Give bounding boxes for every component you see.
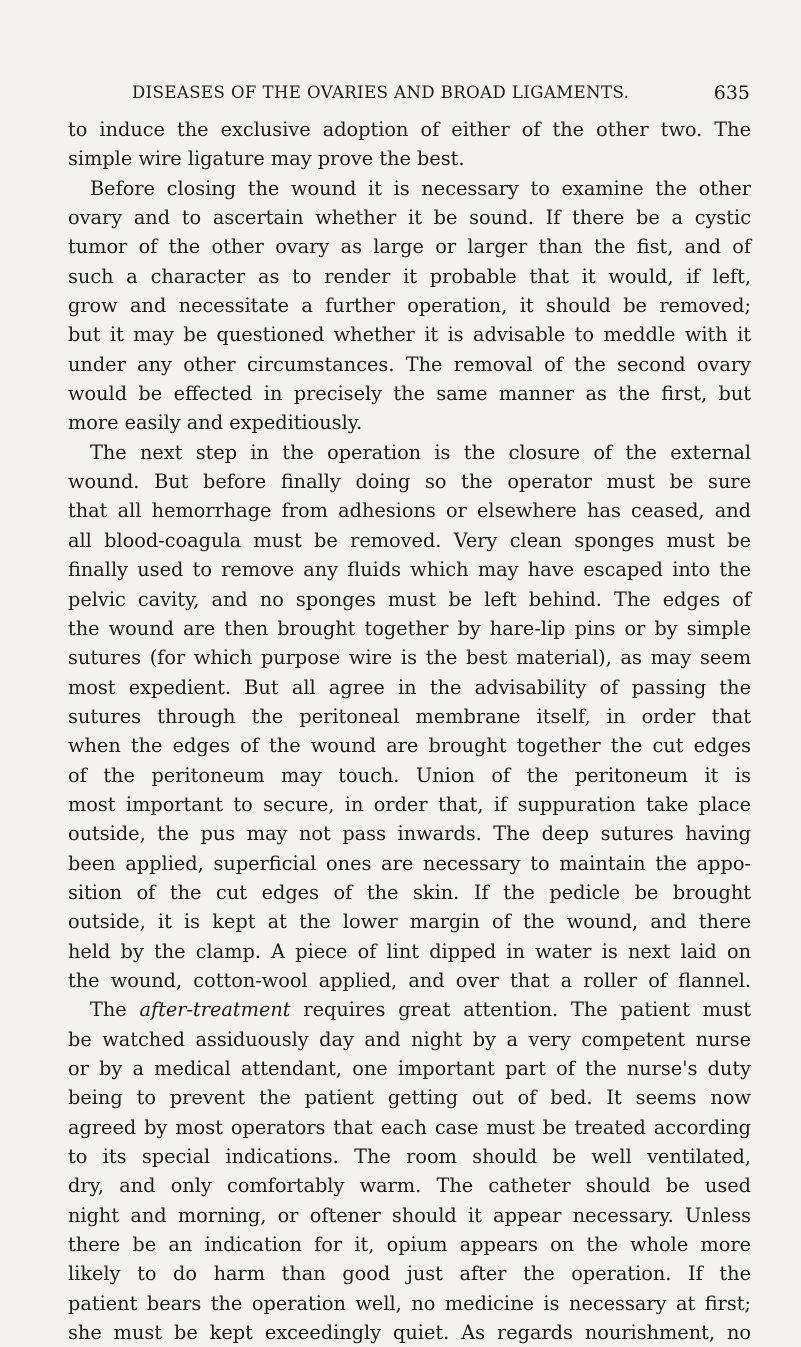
text-line: but it may be questioned whether it is advisable to meddle with it xyxy=(68,323,751,347)
text-line: patient bears the operation well, no medicine is necessary at first; xyxy=(68,1291,751,1315)
text-line: when the edges of the wound are brought together the cut edges xyxy=(68,734,751,758)
text-line: Before closing the wound it is necessary to examine the other xyxy=(90,176,751,200)
text-line: she must be kept exceedingly quiet. As regards nourishment, no xyxy=(68,1321,751,1345)
italic-line-before: The xyxy=(90,998,140,1022)
text-line: been applied, superficial ones are necessary to maintain the appo- xyxy=(68,851,751,875)
italic-term: after-treatment xyxy=(139,998,291,1022)
italic-line-after: requires great attention. The patient must xyxy=(290,998,751,1022)
text-line: that all hemorrhage from adhesions or elsewhere has ceased, and xyxy=(68,499,751,523)
text-line: the wound are then brought together by hare-lip pins or by simple xyxy=(68,616,751,640)
text-line: dry, and only comfortably warm. The catheter should be used xyxy=(68,1174,751,1198)
text-line: wound. But before finally doing so the operator must be sure xyxy=(68,470,751,494)
text-line: outside, it is kept at the lower margin of the wound, and there xyxy=(68,910,751,934)
text-line: such a character as to render it probable that it would, if left, xyxy=(68,264,751,288)
text-line: most important to secure, in order that, if suppuration take place xyxy=(68,792,751,816)
text-line-italic xyxy=(68,995,751,1024)
text-line: would be effected in precisely the same manner as the first, but xyxy=(68,382,751,406)
text-line: sition of the cut edges of the skin. If the pedicle be brought xyxy=(68,880,751,904)
page-number: 635 xyxy=(713,82,750,104)
text-line: most expedient. But all agree in the advisability of passing the xyxy=(68,675,751,699)
text-line: agreed by most operators that each case must be treated according xyxy=(68,1115,751,1139)
text-line: simple wire ligature may prove the best. xyxy=(68,147,465,171)
text-line: or by a medical attendant, one important part of the nurse's duty xyxy=(68,1057,751,1080)
text-line: tumor of the other ovary as large or larger than the fist, and of xyxy=(68,235,751,259)
text-line: pelvic cavity, and no sponges must be left behind. The edges of xyxy=(68,587,751,611)
text-line: to its special indications. The room should be well ventilated, xyxy=(68,1145,751,1169)
text-line: grow and necessitate a further operation, it should be removed; xyxy=(68,294,751,318)
text-line: sutures (for which purpose wire is the best material), as may seem xyxy=(68,646,751,670)
text-line: outside, the pus may not pass inwards. The deep sutures having xyxy=(68,822,751,846)
text-line: likely to do harm than good just after the operation. If the xyxy=(68,1262,751,1286)
text-line: sutures through the peritoneal membrane itself, in order that xyxy=(68,704,751,728)
text-line: The next step in the operation is the closure of the external xyxy=(90,440,751,464)
text-line: held by the clamp. A piece of lint dipped in water is next laid on xyxy=(68,939,751,963)
text-line: ovary and to ascertain whether it be sound. If there be a cystic xyxy=(68,206,751,230)
text-line: be watched assiduously day and night by a very competent nurse xyxy=(68,1027,751,1051)
text-line: being to prevent the patient getting out of bed. It seems now xyxy=(68,1086,751,1110)
text-line: finally used to remove any fluids which may have escaped into the xyxy=(68,558,751,582)
running-title: DISEASES OF THE OVARIES AND BROAD LIGAMENTS. xyxy=(132,83,630,102)
text-line: more easily and expeditiously. xyxy=(68,411,363,435)
text-line: under any other circumstances. The removal of the second ovary xyxy=(68,352,751,376)
running-header xyxy=(132,78,750,108)
text-line: of the peritoneum may touch. Union of the peritoneum it is xyxy=(68,763,751,787)
text-line: all blood-coagula must be removed. Very clean sponges must be xyxy=(68,528,751,552)
text-line: night and morning, or oftener should it appear necessary. Unless xyxy=(68,1203,751,1227)
text-line: to induce the exclusive adoption of either of the other two. The xyxy=(68,118,751,141)
text-line: there be an indication for it, opium appears on the whole more xyxy=(68,1233,751,1257)
text-line: the wound, cotton-wool applied, and over that a roller of flannel. xyxy=(68,968,751,992)
body-text xyxy=(68,115,751,1347)
